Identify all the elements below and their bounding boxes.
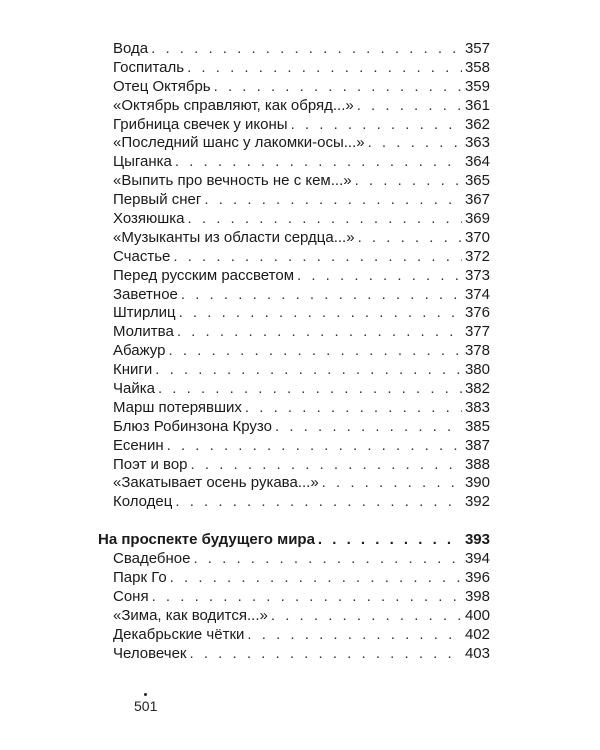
entry-title: «Закатывает осень рукава...» (113, 474, 319, 492)
entry-title: Перед русским рассветом (113, 266, 295, 284)
dot-leader (355, 172, 462, 191)
entry-page-number: 402 (464, 625, 490, 643)
footer-dot-decoration (144, 693, 147, 696)
toc-entry (98, 323, 490, 342)
dot-leader (151, 40, 462, 59)
entry-page-number: 358 (464, 58, 490, 76)
entry-page-number: 374 (464, 285, 490, 303)
dot-leader (297, 267, 462, 286)
entry-title: «Зима, как водится...» (113, 606, 268, 624)
toc-entry (98, 645, 490, 664)
entry-title: Вода (113, 40, 149, 57)
toc-entry (98, 229, 490, 248)
toc-entry (98, 380, 490, 399)
toc-entry (98, 248, 490, 267)
toc-entry (98, 267, 490, 286)
toc-section-entries-group (98, 550, 490, 663)
toc-entry (98, 191, 490, 210)
dot-leader (368, 134, 462, 153)
toc-entry (98, 286, 490, 305)
dot-leader (155, 361, 462, 380)
section-spacer (98, 512, 490, 531)
entry-page-number: 392 (464, 493, 490, 511)
dot-leader (187, 59, 462, 78)
toc-entry (98, 304, 490, 323)
dot-leader (247, 626, 462, 645)
table-of-contents (98, 40, 490, 664)
entry-page-number: 376 (464, 304, 490, 322)
entry-title: Поэт и вор (113, 455, 188, 473)
toc-entries-group (98, 40, 490, 512)
entry-title: Книги (113, 361, 153, 379)
dot-leader (357, 97, 462, 116)
entry-title: Соня (113, 587, 149, 605)
toc-section-heading (98, 531, 490, 550)
entry-title: «Выпить про вечность не с кем...» (113, 172, 352, 190)
entry-title: Декабрьские чётки (113, 625, 245, 643)
dot-leader (179, 304, 462, 323)
toc-entry (98, 40, 490, 59)
entry-page-number: 400 (464, 606, 490, 624)
dot-leader (167, 437, 462, 456)
dot-leader (193, 550, 462, 569)
entry-title: Блюз Робинзона Крузо (113, 417, 272, 435)
entry-title: Парк Го (113, 569, 167, 587)
toc-entry (98, 210, 490, 229)
toc-entry (98, 172, 490, 191)
dot-leader (271, 607, 462, 626)
entry-title: Госпиталь (113, 58, 185, 76)
toc-entry (98, 342, 490, 361)
entry-title: Есенин (113, 436, 164, 454)
entry-page-number: 359 (464, 77, 490, 95)
entry-title: Чайка (113, 380, 155, 398)
toc-entry (98, 361, 490, 380)
entry-page-number: 394 (464, 550, 490, 568)
entry-page-number: 373 (464, 266, 490, 284)
toc-entry (98, 153, 490, 172)
entry-page-number: 387 (464, 436, 490, 454)
toc-entry (98, 134, 490, 153)
toc-entry (98, 456, 490, 475)
dot-leader (291, 116, 462, 135)
entry-page-number: 403 (464, 644, 490, 662)
entry-page-number: 364 (464, 153, 490, 171)
entry-page-number: 369 (464, 210, 490, 228)
entry-page-number: 370 (464, 228, 490, 246)
dot-leader (275, 418, 462, 437)
entry-title: Штирлиц (113, 304, 176, 322)
dot-leader (152, 588, 462, 607)
entry-title: Цыганка (113, 153, 172, 171)
entry-title: Отец Октябрь (113, 77, 211, 95)
entry-page-number: 388 (464, 455, 490, 473)
entry-title: Хозяюшка (113, 210, 185, 228)
entry-page-number: 382 (464, 380, 490, 398)
dot-leader (318, 531, 462, 550)
toc-entry (98, 399, 490, 418)
toc-entry (98, 607, 490, 626)
toc-entry (98, 493, 490, 512)
entry-page-number: 377 (464, 323, 490, 341)
page-number: 501 (134, 698, 158, 714)
dot-leader (214, 78, 462, 97)
entry-page-number: 380 (464, 361, 490, 379)
dot-leader (358, 229, 462, 248)
dot-leader (191, 456, 462, 475)
toc-entry (98, 626, 490, 645)
toc-entry (98, 588, 490, 607)
toc-entry (98, 78, 490, 97)
entry-title: «Последний шанс у лакомки-осы...» (113, 134, 365, 152)
entry-title: «Музыканты из области сердца...» (113, 228, 355, 246)
entry-page-number: 378 (464, 342, 490, 360)
toc-entry (98, 474, 490, 493)
toc-entry (98, 59, 490, 78)
entry-page-number: 383 (464, 398, 490, 416)
dot-leader (245, 399, 462, 418)
dot-leader (204, 191, 462, 210)
dot-leader (181, 286, 462, 305)
section-title: На проспекте будущего мира (98, 531, 315, 549)
entry-title: Человечек (113, 644, 187, 662)
entry-page-number: 396 (464, 569, 490, 587)
page-footer (134, 693, 157, 714)
entry-title: Первый снег (113, 191, 202, 209)
entry-page-number: 365 (464, 172, 490, 190)
entry-title: Колодец (113, 493, 173, 511)
toc-entry (98, 97, 490, 116)
entry-title: Молитва (113, 323, 174, 341)
entry-page-number: 398 (464, 587, 490, 605)
entry-page-number: 385 (464, 417, 490, 435)
section-page-number: 393 (464, 531, 490, 549)
entry-page-number: 390 (464, 474, 490, 492)
dot-leader (322, 474, 462, 493)
entry-page-number: 367 (464, 191, 490, 209)
entry-title: Грибница свечек у иконы (113, 115, 288, 133)
dot-leader (175, 493, 462, 512)
dot-leader (177, 323, 462, 342)
toc-entry (98, 418, 490, 437)
toc-entry (98, 550, 490, 569)
dot-leader (188, 210, 462, 229)
toc-entry (98, 569, 490, 588)
entry-title: «Октябрь справляют, как обряд...» (113, 96, 354, 114)
dot-leader (158, 380, 462, 399)
entry-title: Марш потерявших (113, 398, 242, 416)
entry-title: Заветное (113, 285, 178, 303)
entry-title: Абажур (113, 342, 166, 360)
dot-leader (175, 153, 462, 172)
dot-leader (189, 645, 461, 664)
dot-leader (168, 342, 461, 361)
entry-page-number: 357 (464, 40, 490, 57)
dot-leader (173, 248, 462, 267)
dot-leader (170, 569, 462, 588)
toc-entry (98, 116, 490, 135)
entry-page-number: 361 (464, 96, 490, 114)
entry-title: Счастье (113, 247, 171, 265)
entry-page-number: 363 (464, 134, 490, 152)
toc-entry (98, 437, 490, 456)
entry-page-number: 362 (464, 115, 490, 133)
entry-page-number: 372 (464, 247, 490, 265)
entry-title: Свадебное (113, 550, 191, 568)
